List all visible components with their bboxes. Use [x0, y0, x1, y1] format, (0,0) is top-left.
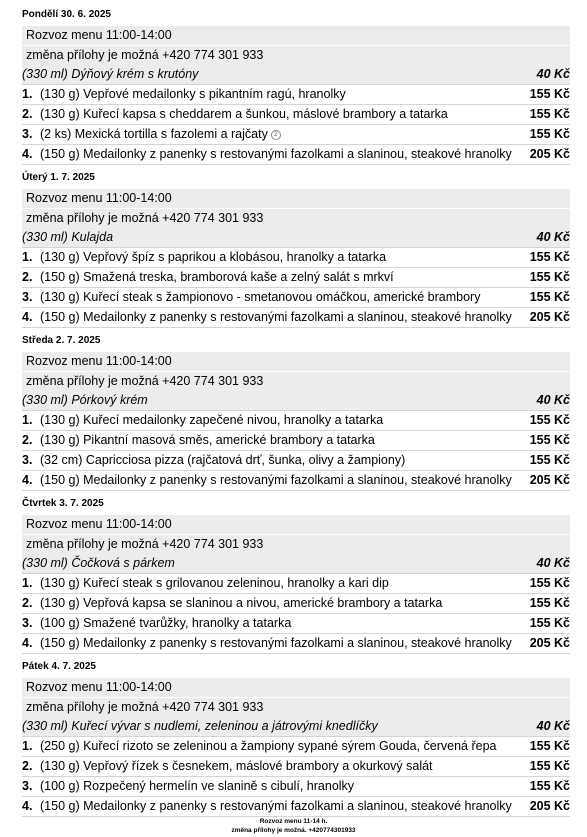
menu-item-row	[22, 431, 570, 451]
item-number: 4.	[22, 636, 33, 650]
item-price: 205 Kč	[529, 310, 570, 324]
day-section	[22, 658, 570, 817]
item-description	[40, 757, 520, 776]
soup-row	[22, 391, 570, 411]
soup-price: 40 Kč	[536, 556, 570, 570]
soup-price: 40 Kč	[536, 67, 570, 81]
item-price: 155 Kč	[529, 250, 570, 264]
item-number: 4.	[22, 473, 33, 487]
item-description-text: (100 g) Smažené tvarůžky, hranolky a tatarka	[40, 616, 292, 630]
item-number: 4.	[22, 310, 33, 324]
side-dish-change-note: změna přílohy je možná +420 774 301 933	[22, 209, 570, 228]
menu-item-row	[22, 105, 570, 125]
item-description-text: (130 g) Pikantní masová směs, americké brambory a tatarka	[40, 433, 375, 447]
item-description	[40, 248, 520, 267]
soup-price: 40 Kč	[536, 230, 570, 244]
footer	[0, 817, 587, 835]
item-price: 155 Kč	[529, 616, 570, 630]
day-title: Pondělí 30. 6. 2025	[22, 9, 111, 20]
item-description	[40, 594, 520, 613]
soup-row	[22, 228, 570, 248]
item-price: 205 Kč	[529, 799, 570, 813]
item-description-text: (150 g) Medailonky z panenky s restovanými fazolkami a slaninou, steakové hranolky	[40, 473, 512, 487]
menu-item-row	[22, 145, 570, 165]
item-number: 3.	[22, 453, 33, 467]
day-title: Pátek 4. 7. 2025	[22, 661, 96, 672]
delivery-hours: Rozvoz menu 11:00-14:00	[22, 352, 570, 371]
soup-description: (330 ml) Pórkový krém	[22, 393, 148, 407]
item-price: 205 Kč	[529, 147, 570, 161]
item-description-text: (130 g) Kuřecí kapsa s cheddarem a šunkou, máslové brambory a tatarka	[40, 107, 448, 121]
item-number: 1.	[22, 250, 33, 264]
footer-contact: změna přílohy je možná. +420774301933	[231, 827, 356, 834]
item-number: 2.	[22, 107, 33, 121]
day-title: Čtvrtek 3. 7. 2025	[22, 498, 104, 509]
item-number: 1.	[22, 739, 33, 753]
item-price: 155 Kč	[529, 433, 570, 447]
item-number: 3.	[22, 779, 33, 793]
item-number: 3.	[22, 290, 33, 304]
item-description	[40, 614, 520, 633]
footer-delivery-hours: Rozvoz menu 11-14 h.	[259, 818, 328, 825]
day-section	[22, 332, 570, 491]
menu-item-row	[22, 737, 570, 757]
item-number: 2.	[22, 270, 33, 284]
day-section	[22, 169, 570, 328]
item-description	[40, 737, 520, 756]
menu-item-row	[22, 411, 570, 431]
menu-item-row	[22, 85, 570, 105]
item-number: 3.	[22, 127, 33, 141]
delivery-hours: Rozvoz menu 11:00-14:00	[22, 189, 570, 208]
item-number: 1.	[22, 413, 33, 427]
item-number: 1.	[22, 576, 33, 590]
item-number: 1.	[22, 87, 33, 101]
menu-item-row	[22, 757, 570, 777]
menu-item-row	[22, 451, 570, 471]
menu-item-row	[22, 777, 570, 797]
menu-item-row	[22, 288, 570, 308]
menu-item-row	[22, 471, 570, 491]
item-description-text: (130 g) Kuřecí steak s žampionovo - smetanovou omáčkou, americké brambory	[40, 290, 481, 304]
side-dish-change-note: změna přílohy je možná +420 774 301 933	[22, 535, 570, 554]
menu-item-row	[22, 248, 570, 268]
item-price: 155 Kč	[529, 127, 570, 141]
soup-row	[22, 65, 570, 85]
item-description	[40, 634, 520, 653]
item-price: 155 Kč	[529, 596, 570, 610]
item-description	[40, 574, 520, 593]
soup-row	[22, 554, 570, 574]
side-dish-change-note: změna přílohy je možná +420 774 301 933	[22, 372, 570, 391]
menu-item-row	[22, 797, 570, 817]
item-price: 155 Kč	[529, 107, 570, 121]
item-description-text: (150 g) Medailonky z panenky s restovanými fazolkami a slaninou, steakové hranolky	[40, 799, 512, 813]
item-description-text: (150 g) Medailonky z panenky s restovanými fazolkami a slaninou, steakové hranolky	[40, 310, 512, 324]
item-description	[40, 451, 520, 470]
item-description-text: (130 g) Kuřecí steak s grilovanou zeleninou, hranolky a kari dip	[40, 576, 389, 590]
menu-item-row	[22, 308, 570, 328]
item-description	[40, 797, 520, 816]
item-number: 3.	[22, 616, 33, 630]
soup-description: (330 ml) Dýňový krém s krutóny	[22, 67, 199, 81]
delivery-hours: Rozvoz menu 11:00-14:00	[22, 678, 570, 697]
soup-description: (330 ml) Kuřecí vývar s nudlemi, zeleninou a játrovými knedlíčky	[22, 719, 378, 733]
menu-item-row	[22, 574, 570, 594]
item-price: 155 Kč	[529, 739, 570, 753]
item-description-text: (150 g) Medailonky z panenky s restovanými fazolkami a slaninou, steakové hranolky	[40, 636, 512, 650]
soup-description: (330 ml) Čočková s párkem	[22, 556, 175, 570]
item-description-text: (130 g) Vepřový špíz s paprikou a klobásou, hranolky a tatarka	[40, 250, 387, 264]
item-description-text: (250 g) Kuřecí rizoto se zeleninou a žampiony sypané sýrem Gouda, červená řepa	[40, 739, 497, 753]
item-description-text: (32 cm) Capricciosa pizza (rajčatová drť, šunka, olivy a žampiony)	[40, 453, 406, 467]
item-description	[40, 431, 520, 450]
item-description-text: (150 g) Smažená treska, bramborová kaše a zelný salát s mrkví	[40, 270, 394, 284]
soup-row	[22, 717, 570, 737]
item-description-text: (130 g) Kuřecí medailonky zapečené nivou, hranolky a tatarka	[40, 413, 384, 427]
item-number: 2.	[22, 596, 33, 610]
item-number: 4.	[22, 799, 33, 813]
item-description-text: (2 ks) Mexická tortilla s fazolemi a rajčaty	[40, 127, 268, 141]
menu-item-row	[22, 268, 570, 288]
day-section	[22, 6, 570, 165]
allergen-badge: 2	[271, 130, 281, 140]
menu-item-row	[22, 125, 570, 145]
item-price: 205 Kč	[529, 473, 570, 487]
soup-price: 40 Kč	[536, 719, 570, 733]
item-number: 2.	[22, 433, 33, 447]
item-price: 155 Kč	[529, 290, 570, 304]
menu-item-row	[22, 594, 570, 614]
item-description-text: (130 g) Vepřový řízek s česnekem, máslové brambory a okurkový salát	[40, 759, 433, 773]
item-price: 155 Kč	[529, 759, 570, 773]
item-description	[40, 777, 520, 796]
item-number: 2.	[22, 759, 33, 773]
item-price: 155 Kč	[529, 413, 570, 427]
menu-item-row	[22, 614, 570, 634]
side-dish-change-note: změna přílohy je možná +420 774 301 933	[22, 698, 570, 717]
item-price: 155 Kč	[529, 576, 570, 590]
item-price: 155 Kč	[529, 453, 570, 467]
item-description	[40, 268, 520, 287]
item-description	[40, 308, 520, 327]
day-section	[22, 495, 570, 654]
item-price: 205 Kč	[529, 636, 570, 650]
item-description-text: (150 g) Medailonky z panenky s restovanými fazolkami a slaninou, steakové hranolky	[40, 147, 512, 161]
day-title: Středa 2. 7. 2025	[22, 335, 101, 346]
item-number: 4.	[22, 147, 33, 161]
item-description	[40, 125, 520, 144]
side-dish-change-note: změna přílohy je možná +420 774 301 933	[22, 46, 570, 65]
item-description	[40, 471, 520, 490]
soup-description: (330 ml) Kulajda	[22, 230, 114, 244]
item-description-text: (100 g) Rozpečený hermelín ve slanině s cibulí, hranolky	[40, 779, 355, 793]
item-description	[40, 85, 520, 104]
delivery-hours: Rozvoz menu 11:00-14:00	[22, 26, 570, 45]
item-price: 155 Kč	[529, 87, 570, 101]
item-description-text: (130 g) Vepřová kapsa se slaninou a nivou, americké brambory a tatarka	[40, 596, 443, 610]
delivery-hours: Rozvoz menu 11:00-14:00	[22, 515, 570, 534]
day-title: Úterý 1. 7. 2025	[22, 172, 95, 183]
item-description	[40, 288, 520, 307]
item-price: 155 Kč	[529, 779, 570, 793]
item-description	[40, 105, 520, 124]
weekly-menu	[22, 6, 570, 817]
item-description	[40, 411, 520, 430]
item-price: 155 Kč	[529, 270, 570, 284]
item-description	[40, 145, 520, 164]
menu-item-row	[22, 634, 570, 654]
item-description-text: (130 g) Vepřové medailonky s pikantním ragú, hranolky	[40, 87, 346, 101]
soup-price: 40 Kč	[536, 393, 570, 407]
